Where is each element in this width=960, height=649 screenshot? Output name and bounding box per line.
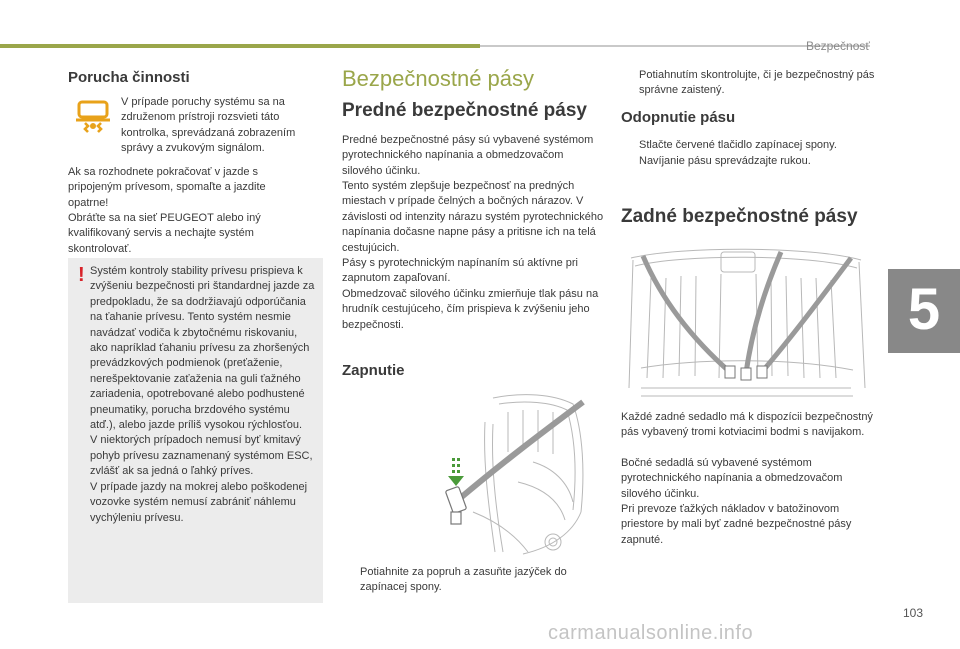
icon-description: V prípade poruchy systému sa na združenom prístroji rozsvieti táto kontrolka, sprevádzaná zobrazením správy a zvukovým signálom. <box>121 96 296 155</box>
paragraph: Pásy s pyrotechnickým napínaním sú aktívne pri zapnutom zapaľovaní. <box>342 257 578 285</box>
warning-box <box>68 258 323 603</box>
paragraph: Bočné sedadlá sú vybavené systémom pyrotechnického napínania a obmedzovačom silového účinku. <box>621 457 843 500</box>
trailer-warning-icon <box>75 99 111 135</box>
bullet-text: Navíjanie pásu sprevádzajte rukou. <box>639 155 811 167</box>
paragraph: Každé zadné sedadlo má k dispozícii bezpečnostný pás vybavený tromi kotviacimi bodmi s navijakom. <box>621 411 873 439</box>
paragraph: Obmedzovač silového účinku zmierňuje tlak pásu na hrudník cestujúceho, čím prispieva k zvýšeniu jeho bezpečnosti. <box>342 288 599 331</box>
heading-zapnutie: Zapnutie <box>342 362 405 379</box>
page-title: Bezpečnostné pásy <box>342 66 535 91</box>
heading-porucha: Porucha činnosti <box>68 69 190 86</box>
header-accent-bar <box>0 44 480 48</box>
bullet-item <box>621 154 881 169</box>
bullet-item <box>621 68 881 99</box>
bullet-item <box>342 565 604 596</box>
paragraph: Tento systém zlepšuje bezpečnosť na predných miestach v prípade čelných a bočných nárazov. V závislosti od intenzity nárazu systém pyrotechnického napínania dočasne napne pásy a pritisne ich na telá cestujúcich. <box>342 180 604 254</box>
chapter-number: 5 <box>907 277 941 342</box>
warning-text <box>90 264 316 526</box>
page-number: 103 <box>903 606 924 620</box>
paragraph: Ak sa rozhodnete pokračovať v jazde s pripojeným prívesom, spomaľte a jazdite opatrne! <box>68 166 266 209</box>
heading-zadne: Zadné bezpečnostné pásy <box>621 206 858 227</box>
front-seatbelt-illustration <box>433 392 603 558</box>
warning-icon: ! <box>78 264 85 286</box>
paragraph: Pri prevoze ťažkých nákladov v batožinovom priestore by mali byť zadné bezpečnostné pásy zapnuté. <box>621 503 852 546</box>
bullet-text: Potiahnite za popruh a zasuňte jazýček do zapínacej spony. <box>360 566 567 594</box>
rear-seatbelts-illustration <box>621 238 871 403</box>
paragraph: V niektorých prípadoch nemusí byť kmitavý pohyb prívesu zaznamenaný systémom ESC, zvlášť ak sa jedná o ľahký príves. <box>90 434 313 478</box>
section-label: Bezpečnosť <box>806 39 870 53</box>
chapter-tab <box>888 269 960 353</box>
heading-predne: Predné bezpečnostné pásy <box>342 100 587 121</box>
bullet-text: Stlačte červené tlačidlo zapínacej spony. <box>639 139 837 151</box>
bullet-item <box>621 138 881 153</box>
watermark: carmanualsonline.info <box>548 622 754 644</box>
bullet-text: Potiahnutím skontrolujte, či je bezpečnostný pás správne zaistený. <box>639 69 875 97</box>
heading-odopnutie: Odopnutie pásu <box>621 109 736 126</box>
paragraph: Systém kontroly stability prívesu prispieva k zvýšeniu bezpečnosti pri štandardnej jazde za predpokladu, že sa dodržiavajú odporúčania na ťahanie prívesu. Tento systém nesmie navádzať vodiča k zbytočnému riskovaniu, ako napríklad ťahaniu prívesu za zhoršených prevádzkových podmienok (preťaženie, nerešpektovanie zaťaženia na guli ťažného zariadenia, opotrebované alebo podhustené pneumatiky, porucha brzdového systému atď.), alebo jazde príliš vysokou rýchlosťou. <box>90 265 315 432</box>
paragraph: V prípade jazdy na mokrej alebo poškodenej vozovke systém nemusí zabrániť náhlemu vychýleniu prívesu. <box>90 480 308 524</box>
paragraph: Obráťte sa na sieť PEUGEOT alebo iný kvalifikovaný servis a nechajte systém skontrolovať. <box>68 212 261 255</box>
paragraph: Predné bezpečnostné pásy sú vybavené systémom pyrotechnického napínania a obmedzovačom silového účinku. <box>342 134 594 177</box>
